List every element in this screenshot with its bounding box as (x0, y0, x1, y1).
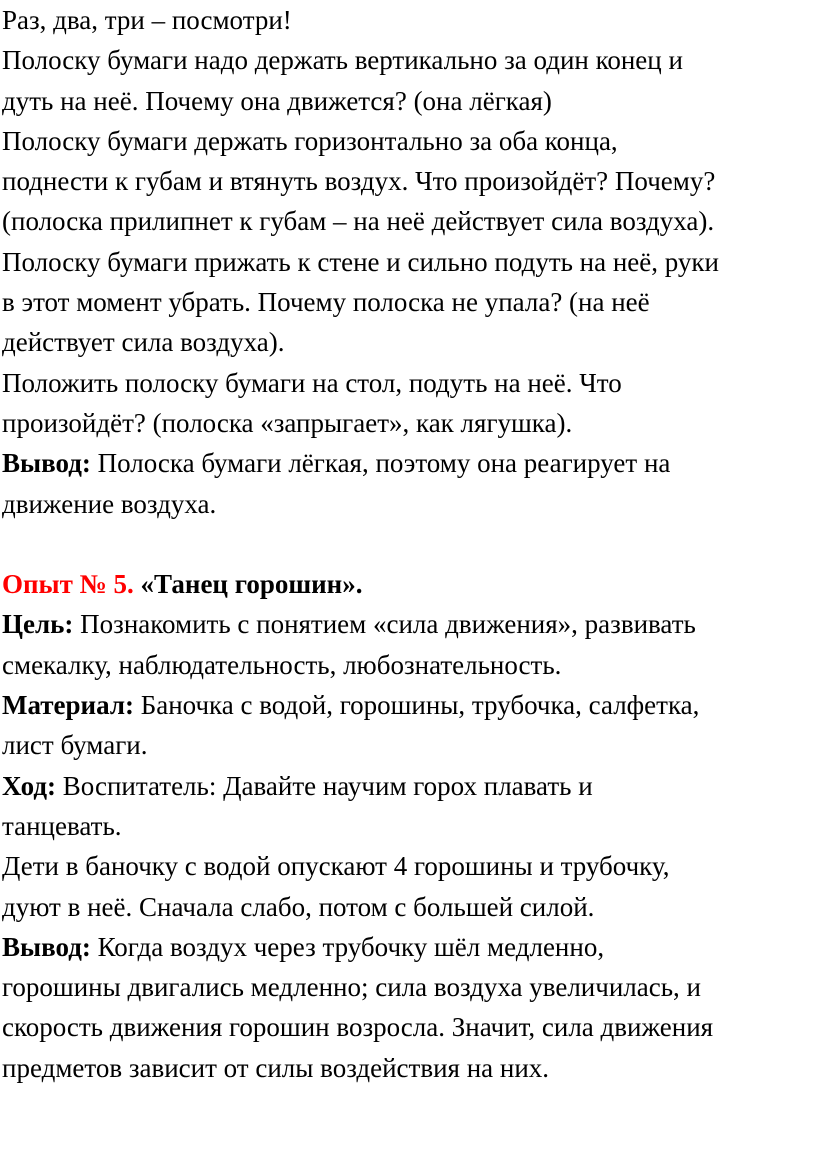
text-line: Раз, два, три – посмотри! (2, 5, 292, 35)
process-line (2, 766, 814, 806)
conclusion-line (2, 443, 814, 483)
goal-text: Познакомить с понятием «сила движения», развивать (73, 609, 696, 640)
conclusion-text: Полоска бумаги лёгкая, поэтому она реагирует на (90, 448, 671, 479)
experiment-heading (2, 564, 814, 604)
process-text: Воспитатель: Давайте научим горох плавать и (56, 770, 593, 801)
text-line: Дети в баночку с водой опускают 4 горошины и трубочку, (2, 851, 670, 882)
section-air-experiments (2, 0, 814, 524)
material-label: Материал: (2, 690, 134, 721)
experiment-number: Опыт № 5. (2, 569, 134, 600)
goal-label: Цель: (2, 609, 74, 640)
conclusion-text: Когда воздух через трубочку шёл медленно, (90, 931, 605, 962)
experiment-title: «Танец горошин». (133, 569, 363, 600)
document-page (2, 0, 814, 1088)
text-line: произойдёт? (полоска «запрыгает», как лягушка). (2, 407, 573, 438)
text-line: лист бумаги. (2, 730, 148, 761)
goal-line (2, 604, 814, 644)
text-line: Полоску бумаги надо держать вертикально за один конец и (2, 45, 683, 76)
paragraph-spacer (2, 524, 814, 564)
text-line: движение воздуха. (2, 488, 217, 519)
text-line: поднести к губам и втянуть воздух. Что произойдёт? Почему? (2, 166, 716, 197)
text-line: в этот момент убрать. Почему полоска не упала? (на неё (2, 287, 650, 318)
section-experiment-5 (2, 564, 814, 1088)
material-line (2, 685, 814, 725)
material-text: Баночка с водой, горошины, трубочка, салфетка, (133, 690, 700, 721)
text-line: Полоску бумаги держать горизонтально за оба конца, (2, 125, 618, 156)
text-line: дуть на неё. Почему она движется? (она лёгкая) (2, 85, 552, 116)
conclusion-label: Вывод: (2, 931, 91, 962)
text-line: (полоска прилипнет к губам – на неё действует сила воздуха). (2, 206, 715, 237)
conclusion-label: Вывод: (2, 448, 91, 479)
text-line: предметов зависит от силы воздействия на них. (2, 1052, 550, 1083)
text-line: действует сила воздуха). (2, 327, 285, 358)
text-line: Положить полоску бумаги на стол, подуть на неё. Что (2, 367, 622, 398)
text-line: скорость движения горошин возросла. Значит, сила движения (2, 1012, 714, 1043)
text-line: дуют в неё. Сначала слабо, потом с большей силой. (2, 891, 595, 922)
text-line: смекалку, наблюдательность, любознательность. (2, 649, 562, 680)
text-line: танцевать. (2, 810, 122, 841)
text-line: горошины двигались медленно; сила воздуха увеличилась, и (2, 972, 701, 1003)
conclusion-line (2, 927, 814, 967)
text-line: Полоску бумаги прижать к стене и сильно подуть на неё, руки (2, 246, 719, 277)
process-label: Ход: (2, 770, 57, 801)
